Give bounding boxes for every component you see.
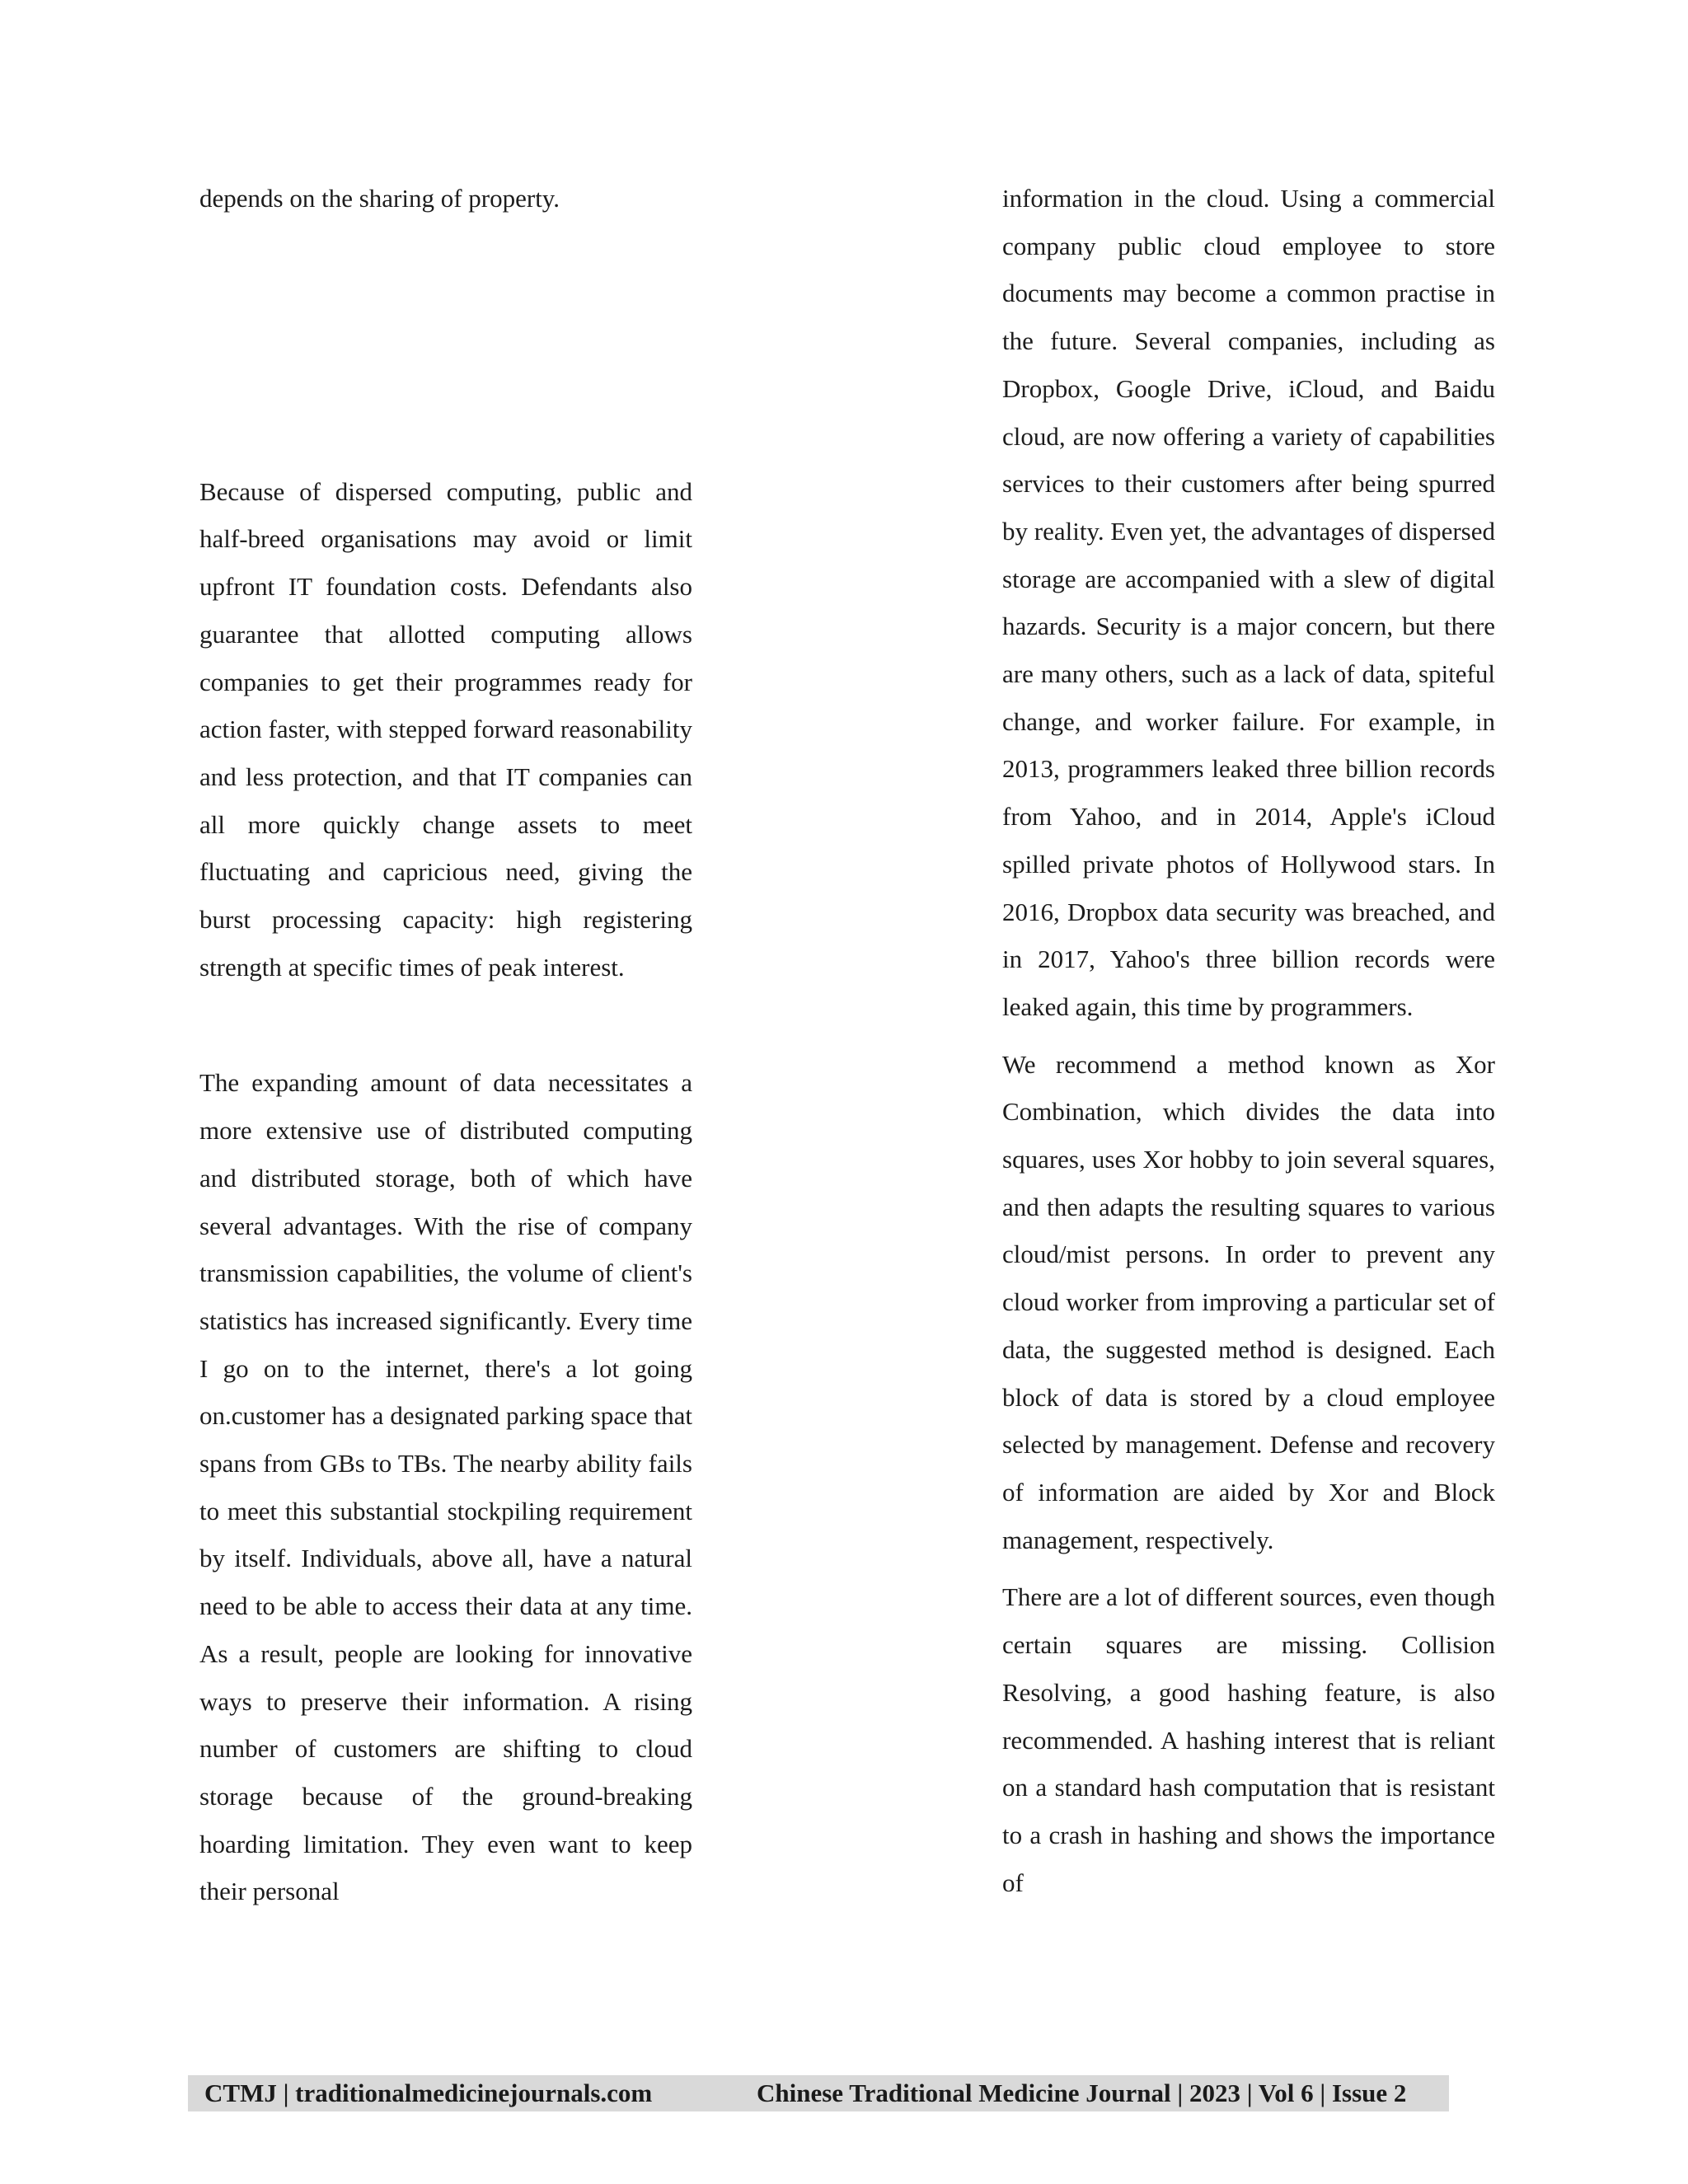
body-paragraph: Because of dispersed computing, public and half-breed organisations may avoid or limit upfront IT foundation costs. Defendants also guarantee that allotted computing allows companies to get their programmes ready for action faster, with stepped forward reasonability and less protection, and that IT companies can all more quickly change assets to meet fluctuating and capricious need, giving the burst processing capacity: high registering strength at specific times of peak interest. — [199, 476, 692, 982]
right-column — [1002, 175, 1495, 1906]
left-column — [199, 175, 692, 1915]
body-paragraph: We recommend a method known as Xor Combination, which divides the data into squares, uses Xor hobby to join several squares, and then adapts the resulting squares to various cloud/mist persons. In order to prevent any cloud worker from improving a particular set of data, the suggested method is designed. Each block of data is stored by a cloud employee selected by management. Defense and recovery of information are aided by Xor and Block management, respectively. — [1002, 1049, 1495, 1554]
footer-journal-citation: Chinese Traditional Medicine Journal | 2023 | Vol 6 | Issue 2 — [757, 2079, 1407, 2107]
page-footer — [188, 2075, 1449, 2111]
body-paragraph: The expanding amount of data necessitates a more extensive use of distributed computing and distributed storage, both of which have several advantages. With the rise of company transmission capabilities, the volume of client's statistics has increased significantly. Every time I go on to the internet, there's a lot going on.customer has a designated parking space that spans from GBs to TBs. The nearby ability fails to meet this substantial stockpiling requirement by itself. Individuals, above all, have a natural need to be able to access their data at any time. As a result, people are looking for innovative ways to preserve their information. A rising number of customers are shifting to cloud storage because of the ground-breaking hoarding limitation. They even want to keep their personal — [199, 1068, 692, 1906]
body-paragraph: information in the cloud. Using a commercial company public cloud employee to store documents may become a common practise in the future. Several companies, including as Dropbox, Google Drive, iCloud, and Baidu cloud, are now offering a variety of capabilities services to their customers after being spurred by reality. Even yet, the advantages of dispersed storage are accompanied with a slew of digital hazards. Security is a major concern, but there are many others, such as a lack of data, spiteful change, and worker failure. For example, in 2013, programmers leaked three billion records from Yahoo, and in 2014, Apple's iCloud spilled private photos of Hollywood stars. In 2016, Dropbox data security was breached, and in 2017, Yahoo's three billion records were leaked again, this time by programmers. — [1002, 184, 1495, 1021]
footer-journal-site: CTMJ | traditionalmedicinejournals.com — [204, 2079, 653, 2107]
body-paragraph: depends on the sharing of property. — [199, 184, 560, 213]
body-paragraph: There are a lot of different sources, even though certain squares are missing. Collision Resolving, a good hashing feature, is also recommended. A hashing interest that is reliant on a standard hash computation that is resistant to a crash in hashing and shows the importance of — [1002, 1582, 1495, 1897]
